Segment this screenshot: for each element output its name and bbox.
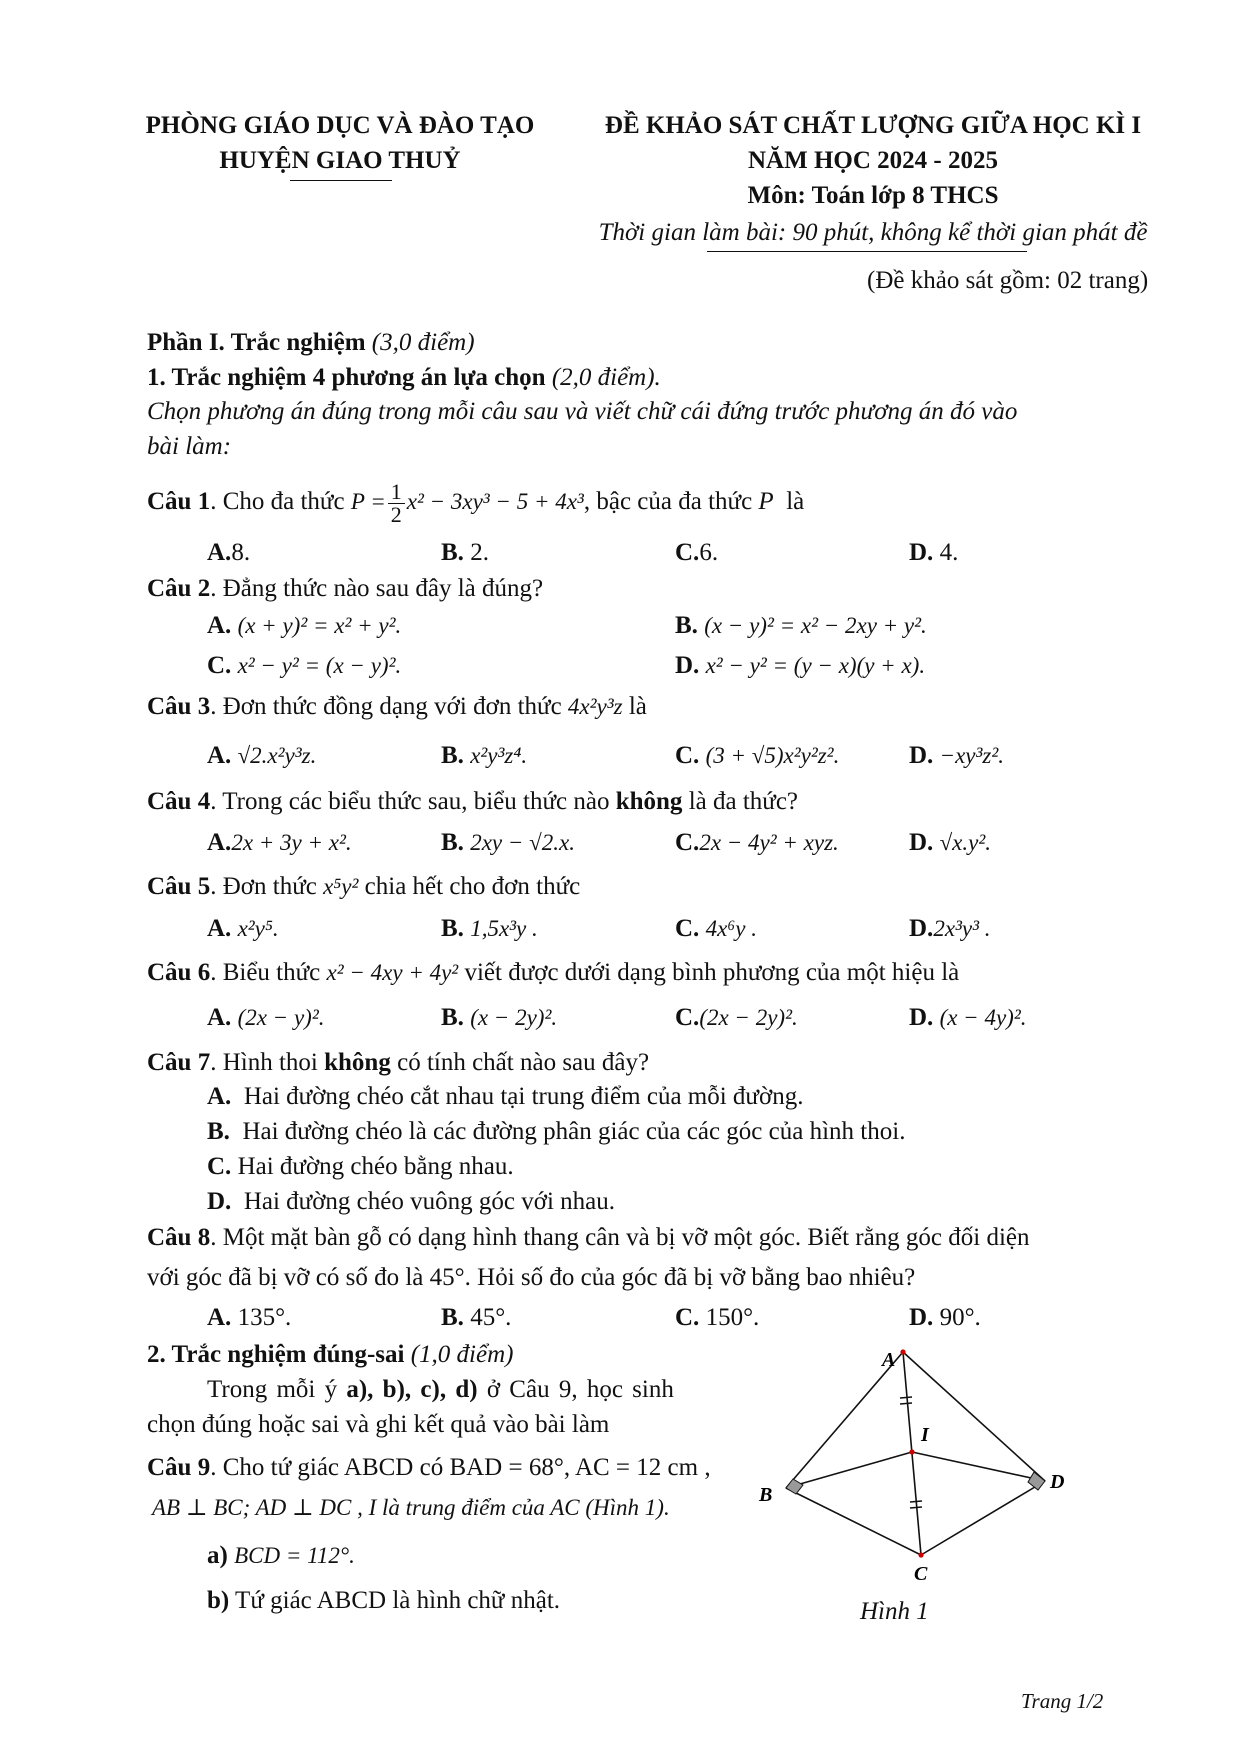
part1-title: Phần I. Trắc nghiệm <box>147 329 366 356</box>
instruction-line1: Chọn phương án đúng trong mỗi câu sau và viết chữ cái đứng trước phương án đó vào <box>147 398 1018 425</box>
option-key: D. <box>207 1188 232 1215</box>
option-c <box>675 914 757 944</box>
option-text: x²y⁵. <box>237 916 279 941</box>
option-text: 2. <box>470 539 489 566</box>
segment-id <box>912 1452 1045 1481</box>
option-d <box>909 741 1004 771</box>
header-underline-right <box>707 251 1027 252</box>
question-9 <box>147 1453 711 1483</box>
option-b <box>675 611 927 641</box>
question-text: là đa thức? <box>688 788 799 815</box>
section2-intro <box>207 1375 674 1405</box>
math-expression: 4x²y³z <box>567 694 623 719</box>
question-text: . Đơn thức đồng dạng với đơn thức <box>210 693 562 720</box>
header-underline-left <box>290 180 392 181</box>
question-4 <box>147 787 798 817</box>
question-text: . Trong các biểu thức sau, biểu thức nào <box>210 788 610 815</box>
option-text: 2x³y³ . <box>933 916 991 941</box>
section1-title: 1. Trắc nghiệm 4 phương án lựa chọn <box>147 364 546 391</box>
fraction-denominator: 2 <box>390 502 402 527</box>
option-key: A. <box>207 829 232 856</box>
option-text: √x.y². <box>939 830 991 855</box>
option-text: (x + y)² = x² + y². <box>237 613 402 638</box>
option-d <box>909 538 958 568</box>
question-text: viết được dưới dạng bình phương của một hiệu là <box>464 959 960 986</box>
question-text: là <box>786 488 805 516</box>
option-key: B. <box>441 829 464 856</box>
question-text: . Cho tứ giác ABCD có BAD = 68°, AC = 12 cm , <box>210 1454 711 1481</box>
option-key: A. <box>207 612 232 639</box>
option-a <box>207 1303 291 1333</box>
option-key: B. <box>441 742 464 769</box>
option-c <box>675 538 718 568</box>
option-d <box>909 914 991 944</box>
label-a: A <box>882 1349 896 1371</box>
option-key: B. <box>441 1304 464 1331</box>
option-key: C. <box>207 1153 232 1180</box>
item-key: a) <box>207 1542 228 1569</box>
option-key: C. <box>675 915 700 942</box>
option-text: (2x − 2y)². <box>699 1005 798 1030</box>
math-variable: P <box>758 488 774 516</box>
label-d: D <box>1050 1471 1065 1493</box>
section2-points: (1,0 điểm) <box>410 1341 514 1368</box>
math-expression: P = <box>350 489 386 515</box>
option-c <box>675 1003 798 1033</box>
option-b <box>441 1003 557 1033</box>
option-key: D. <box>909 539 934 566</box>
question-8 <box>147 1223 1030 1253</box>
emphasis: không <box>615 788 683 815</box>
option-text: −xy³z². <box>939 743 1004 768</box>
option-d <box>909 1303 981 1333</box>
option-text: √2.x²y³z. <box>237 743 317 768</box>
emphasis: không <box>324 1049 391 1076</box>
item-a <box>207 1541 355 1571</box>
segment-bc <box>786 1488 921 1555</box>
instruction-line2: bài làm: <box>147 433 232 460</box>
part1-points: (3,0 điểm) <box>371 329 475 356</box>
question-text: . Hình thoi <box>210 1049 318 1076</box>
option-text: (2x − y)². <box>237 1005 325 1030</box>
option-d <box>909 1003 1026 1033</box>
option-text: Hai đường chéo cắt nhau tại trung điểm của mỗi đường. <box>243 1083 804 1110</box>
option-key: D. <box>909 915 934 942</box>
option-key: A. <box>207 1304 232 1331</box>
point-c <box>918 1552 923 1557</box>
segment-ab <box>786 1352 903 1488</box>
page-number: Trang 1/2 <box>1021 1689 1104 1713</box>
option-text: (3 + √5)x²y²z². <box>705 743 840 768</box>
label-c: C <box>914 1563 928 1585</box>
question-text: chia hết cho đơn thức <box>364 873 581 900</box>
question-text: . Đơn thức <box>210 873 317 900</box>
option-text: 2x − 4y² + xyz. <box>699 830 839 855</box>
option-b <box>441 914 538 944</box>
option-text: (x − y)² = x² − 2xy + y². <box>704 613 927 638</box>
option-c <box>207 651 401 681</box>
question-2 <box>147 574 543 604</box>
question-label: Câu 8 <box>147 1224 211 1251</box>
option-c <box>207 1152 514 1182</box>
option-key: D. <box>909 1004 934 1031</box>
question-8-line2: với góc đã bị vỡ có số đo là 45°. Hỏi số đo của góc đã bị vỡ bằng bao nhiêu? <box>147 1264 916 1291</box>
option-key: D. <box>909 742 934 769</box>
time-allowed: Thời gian làm bài: 90 phút, không kể thời gian phát đề <box>598 219 1148 246</box>
label-i: I <box>921 1424 929 1446</box>
option-key: D. <box>909 829 934 856</box>
option-key: C. <box>675 539 700 566</box>
question-label: Câu 2 <box>147 575 211 602</box>
option-key: A. <box>207 539 232 566</box>
option-text: Hai đường chéo bằng nhau. <box>237 1153 514 1180</box>
school-year: NĂM HỌC 2024 - 2025 <box>748 147 998 174</box>
math-expression: x⁵y² <box>323 874 359 899</box>
question-label: Câu 5 <box>147 873 211 900</box>
option-key: C. <box>675 742 700 769</box>
exam-title: ĐỀ KHẢO SÁT CHẤT LƯỢNG GIỮA HỌC KÌ I <box>604 112 1142 139</box>
option-text: x² − y² = (x − y)². <box>237 653 402 678</box>
option-d <box>207 1187 615 1217</box>
option-text: 135°. <box>237 1304 292 1331</box>
option-text: Hai đường chéo là các đường phân giác của các góc của hình thoi. <box>242 1118 906 1145</box>
label-b: B <box>759 1484 773 1506</box>
question-label: Câu 1 <box>147 488 211 516</box>
section1-points: (2,0 điểm). <box>551 364 661 391</box>
question-label: Câu 6 <box>147 959 211 986</box>
option-b <box>207 1117 905 1147</box>
intro-text: ở Câu 9, học sinh <box>486 1376 674 1403</box>
option-a <box>207 611 401 641</box>
option-text: 4x⁶y . <box>705 916 757 941</box>
option-b <box>441 828 575 858</box>
section2-intro-line2: chọn đúng hoặc sai và ghi kết quả vào bài làm <box>147 1411 610 1438</box>
option-a <box>207 741 316 771</box>
subject: Môn: Toán lớp 8 THCS <box>747 182 999 209</box>
option-c <box>675 741 839 771</box>
district-name: HUYỆN GIAO THUỶ <box>219 147 461 174</box>
question-1 <box>147 481 804 526</box>
option-c <box>675 828 839 858</box>
question-text: , bậc của đa thức <box>583 488 753 516</box>
option-text: x²y³z⁴. <box>470 743 528 768</box>
point-i <box>909 1449 914 1454</box>
option-b <box>441 741 527 771</box>
option-text: Hai đường chéo vuông góc với nhau. <box>243 1188 615 1215</box>
option-text: 8. <box>231 539 251 566</box>
section2-heading <box>147 1340 513 1370</box>
option-key: C. <box>675 1304 700 1331</box>
option-text: 6. <box>699 539 719 566</box>
question-text: có tính chất nào sau đây? <box>397 1049 650 1076</box>
option-text: (x − 4y)². <box>939 1005 1027 1030</box>
item-text: Tứ giác ABCD là hình chữ nhật. <box>235 1587 561 1614</box>
question-text: . Biểu thức <box>210 959 321 986</box>
option-key: C. <box>675 829 700 856</box>
math-expression: x² − 3xy³ − 5 + 4x³ <box>406 489 584 515</box>
fraction <box>388 481 405 526</box>
option-key: B. <box>441 539 464 566</box>
intro-text: Trong mỗi ý <box>207 1376 338 1403</box>
option-key: A. <box>207 915 232 942</box>
option-text: 4. <box>939 539 959 566</box>
option-key: C. <box>207 652 232 679</box>
department-name: PHÒNG GIÁO DỤC VÀ ĐÀO TẠO <box>145 112 535 139</box>
point-a <box>900 1349 905 1354</box>
option-key: A. <box>207 742 232 769</box>
question-7 <box>147 1048 649 1078</box>
option-key: A. <box>207 1083 232 1110</box>
math-expression: x² − 4xy + 4y² <box>326 960 459 985</box>
option-key: B. <box>675 612 698 639</box>
option-a <box>207 828 352 858</box>
item-key: b) <box>207 1587 230 1614</box>
option-text: 45°. <box>470 1304 512 1331</box>
question-text: . Đẳng thức nào sau đây là đúng? <box>210 575 544 602</box>
option-key: A. <box>207 1004 232 1031</box>
figure-caption: Hình 1 <box>860 1598 929 1625</box>
option-key: D. <box>675 652 700 679</box>
part1-heading <box>147 328 475 358</box>
question-text: . Một mặt bàn gỗ có dạng hình thang cân và bị vỡ một góc. Biết rằng góc đối diện <box>210 1224 1030 1251</box>
option-d <box>909 828 991 858</box>
option-c <box>675 1303 759 1333</box>
option-a <box>207 538 250 568</box>
segment-dc <box>921 1481 1045 1555</box>
option-d <box>675 651 925 681</box>
question-label: Câu 7 <box>147 1049 211 1076</box>
option-text: 1,5x³y . <box>470 916 538 941</box>
option-text: 2x + 3y + x². <box>231 830 352 855</box>
option-text: 2xy − √2.x. <box>470 830 575 855</box>
question-label: Câu 9 <box>147 1454 211 1481</box>
option-key: D. <box>909 1304 934 1331</box>
option-text: (x − 2y)². <box>470 1005 558 1030</box>
right-angle-mark-d <box>1028 1472 1045 1490</box>
question-text: . Cho đa thức <box>210 488 345 516</box>
option-text: 150°. <box>705 1304 760 1331</box>
option-key: B. <box>441 1004 464 1031</box>
question-9-line2: AB ⊥ BC; AD ⊥ DC , I là trung điểm của AC (Hình 1). <box>152 1495 670 1520</box>
option-text: x² − y² = (y − x)(y + x). <box>705 653 926 678</box>
question-label: Câu 4 <box>147 788 211 815</box>
question-5 <box>147 872 580 902</box>
section2-title: 2. Trắc nghiệm đúng-sai <box>147 1341 405 1368</box>
quadrilateral-figure <box>750 1340 1090 1630</box>
option-a <box>207 1082 803 1112</box>
segment-bi <box>786 1452 912 1488</box>
item-b <box>207 1586 560 1616</box>
item-text: BCD = 112°. <box>234 1543 355 1568</box>
section1-heading <box>147 363 661 393</box>
segment-ad <box>903 1352 1045 1481</box>
question-3 <box>147 692 647 722</box>
option-key: C. <box>675 1004 700 1031</box>
option-b <box>441 538 489 568</box>
intro-items: a), b), c), d) <box>346 1376 478 1403</box>
right-angle-mark-b <box>786 1479 803 1494</box>
question-6 <box>147 958 959 988</box>
question-label: Câu 3 <box>147 693 211 720</box>
option-b <box>441 1303 511 1333</box>
option-key: B. <box>441 915 464 942</box>
question-text: là <box>628 693 647 720</box>
option-a <box>207 1003 324 1033</box>
fraction-numerator: 1 <box>388 481 405 504</box>
option-key: B. <box>207 1118 230 1145</box>
option-a <box>207 914 279 944</box>
pages-note: (Đề khảo sát gồm: 02 trang) <box>867 267 1149 294</box>
option-text: 90°. <box>939 1304 981 1331</box>
